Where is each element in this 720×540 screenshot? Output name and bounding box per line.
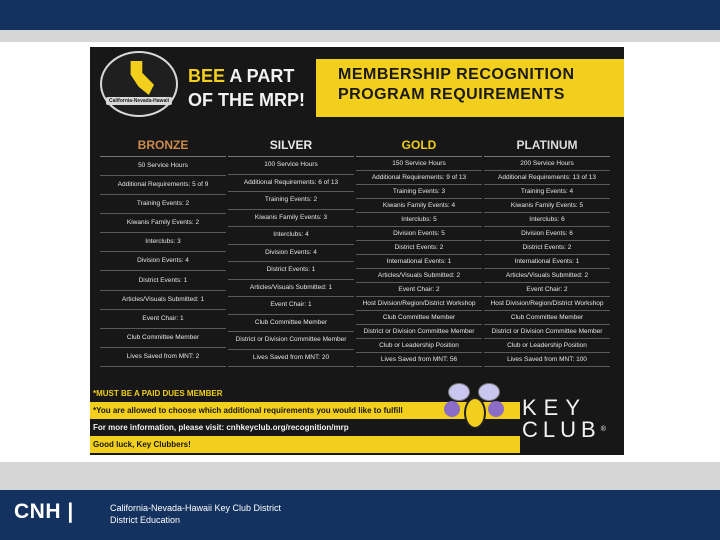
requirement-cell: Division Events: 6 <box>484 227 610 241</box>
requirement-cell: Host Division/Region/District Workshop <box>356 297 482 311</box>
requirement-cell: District or Division Committee Member <box>484 325 610 339</box>
requirement-cell: Lives Saved from MNT: 20 <box>228 350 354 368</box>
title-line-2: OF THE MRP! <box>188 90 305 110</box>
requirement-cell: International Events: 1 <box>484 255 610 269</box>
requirement-cell: Articles/Visuals Submitted: 2 <box>484 269 610 283</box>
requirement-cell: Event Chair: 2 <box>484 283 610 297</box>
requirement-cell: 100 Service Hours <box>228 157 354 175</box>
mascot-pompom-right <box>488 401 504 417</box>
requirement-cell: Additional Requirements: 5 of 9 <box>100 176 226 195</box>
requirement-cell: Kiwanis Family Events: 5 <box>484 199 610 213</box>
requirement-cell: Division Events: 5 <box>356 227 482 241</box>
requirement-cell: Interclubs: 5 <box>356 213 482 227</box>
header-band <box>0 0 720 30</box>
column-heading: SILVER <box>228 133 354 157</box>
requirement-cell: Lives Saved from MNT: 100 <box>484 353 610 367</box>
california-state-shape <box>128 61 154 95</box>
requirement-cell: Training Events: 4 <box>484 185 610 199</box>
footer-bar <box>0 490 720 540</box>
requirement-cell: Additional Requirements: 13 of 13 <box>484 171 610 185</box>
requirement-cell: Event Chair: 2 <box>356 283 482 297</box>
requirement-cell: Articles/Visuals Submitted: 2 <box>356 269 482 283</box>
column-heading: GOLD <box>356 133 482 157</box>
requirement-cell: Articles/Visuals Submitted: 1 <box>228 280 354 298</box>
requirement-cell: Lives Saved from MNT: 2 <box>100 348 226 367</box>
note-text: Good luck, Key Clubbers! <box>93 440 191 449</box>
requirement-cell: Lives Saved from MNT: 56 <box>356 353 482 367</box>
requirement-cell: Event Chair: 1 <box>100 310 226 329</box>
requirement-cell: Kiwanis Family Events: 4 <box>356 199 482 213</box>
registered-mark: ® <box>600 426 611 433</box>
a-part-words: A PART <box>225 66 295 86</box>
column-heading: BRONZE <box>100 133 226 157</box>
requirement-cell: Division Events: 4 <box>100 252 226 271</box>
mascot-wing-right <box>478 383 500 401</box>
key-club-logo-line2 <box>522 419 611 441</box>
requirement-cell: District or Division Committee Member <box>228 332 354 350</box>
mascot-pompom-left <box>444 401 460 417</box>
requirement-cell: Club or Leadership Position <box>356 339 482 353</box>
requirement-cell: 150 Service Hours <box>356 157 482 171</box>
note-text: *You are allowed to choose which additional requirements you would like to fulfill <box>93 406 403 415</box>
requirement-cell: Training Events: 3 <box>356 185 482 199</box>
footer-brand: CNH | <box>14 500 74 523</box>
requirement-cell: Division Events: 4 <box>228 245 354 263</box>
requirement-cell: Kiwanis Family Events: 2 <box>100 214 226 233</box>
requirement-cell: Club Committee Member <box>356 311 482 325</box>
requirement-cell: Club Committee Member <box>100 329 226 348</box>
requirement-cell: Club Committee Member <box>484 311 610 325</box>
footer-line2: District Education <box>110 515 181 525</box>
requirement-cell: Club or Leadership Position <box>484 339 610 353</box>
bee-a-part-title <box>188 64 305 112</box>
header-divider <box>0 30 720 42</box>
requirement-cell: 200 Service Hours <box>484 157 610 171</box>
footer-divider <box>0 462 720 490</box>
requirement-cell: District Events: 1 <box>228 262 354 280</box>
district-seal-logo <box>100 51 178 117</box>
bee-mascot-icon <box>442 379 506 441</box>
key-club-logo-word: CLUB <box>522 417 601 442</box>
requirement-cell: District Events: 2 <box>484 241 610 255</box>
seal-banner: California-Nevada-Hawaii District <box>106 97 172 105</box>
note-text: *MUST BE A PAID DUES MEMBER <box>93 389 223 398</box>
requirement-cell: Interclubs: 4 <box>228 227 354 245</box>
requirement-cell: Training Events: 2 <box>100 195 226 214</box>
program-banner-line2: PROGRAM REQUIREMENTS <box>338 86 565 103</box>
requirement-cell: Additional Requirements: 6 of 13 <box>228 175 354 193</box>
column-gold <box>356 133 482 367</box>
footer-line1: California-Nevada-Hawaii Key Club District <box>110 503 282 513</box>
key-club-logo <box>522 397 611 441</box>
footer-text <box>110 502 281 526</box>
column-silver <box>228 133 354 367</box>
column-heading: PLATINUM <box>484 133 610 157</box>
requirement-cell: Host Division/Region/District Workshop <box>484 297 610 311</box>
requirement-cell: District Events: 2 <box>356 241 482 255</box>
requirement-cell: Articles/Visuals Submitted: 1 <box>100 291 226 310</box>
key-club-logo-line1: KEY <box>522 395 588 420</box>
program-banner-line1: MEMBERSHIP RECOGNITION <box>338 66 575 83</box>
requirement-cell: Training Events: 2 <box>228 192 354 210</box>
mascot-body <box>464 397 486 429</box>
requirement-cell: District or Division Committee Member <box>356 325 482 339</box>
bee-word: BEE <box>188 66 226 86</box>
requirement-cell: District Events: 1 <box>100 271 226 290</box>
requirement-cell: Additional Requirements: 9 of 13 <box>356 171 482 185</box>
column-bronze <box>100 133 226 367</box>
requirement-cell: Interclubs: 6 <box>484 213 610 227</box>
requirement-cell: Club Committee Member <box>228 315 354 333</box>
requirement-cell: Interclubs: 3 <box>100 233 226 252</box>
program-banner <box>316 59 624 117</box>
requirement-cell: International Events: 1 <box>356 255 482 269</box>
requirement-cell: Kiwanis Family Events: 3 <box>228 210 354 228</box>
mrp-flyer-image <box>90 47 624 455</box>
requirement-cell: 50 Service Hours <box>100 157 226 176</box>
mascot-wing-left <box>448 383 470 401</box>
note-text: For more information, please visit: cnhkeyclub.org/recognition/mrp <box>93 423 349 432</box>
requirement-cell: Event Chair: 1 <box>228 297 354 315</box>
column-platinum <box>484 133 610 367</box>
